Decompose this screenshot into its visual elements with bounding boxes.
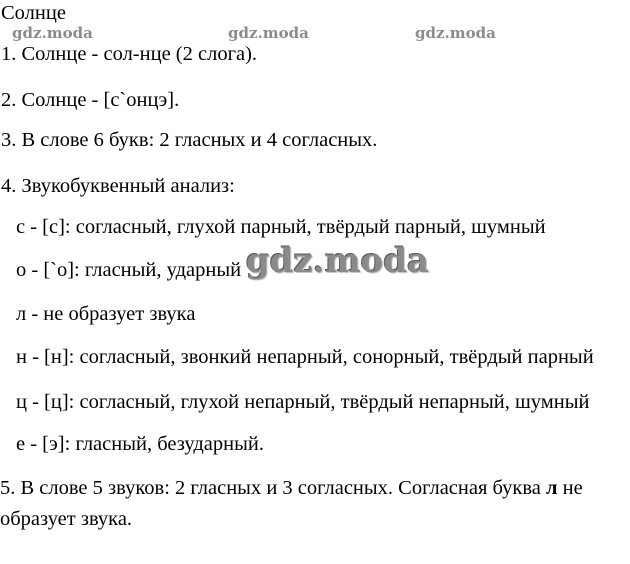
watermark-big: gdz.moda bbox=[246, 241, 430, 281]
watermark-small-2: gdz.moda bbox=[228, 24, 309, 42]
item-4: 4. Звукобуквенный анализ: bbox=[1, 175, 235, 197]
watermark-small-1: gdz.moda bbox=[12, 24, 93, 42]
analysis-n: н - [н]: согласный, звонкий непарный, сонорный, твёрдый парный bbox=[16, 346, 594, 368]
analysis-e: е - [э]: гласный, безударный. bbox=[16, 433, 264, 455]
watermark-small-3: gdz.moda bbox=[415, 24, 496, 42]
summary-letter: л bbox=[546, 477, 558, 499]
page-title: Солнце bbox=[1, 2, 66, 24]
item-3: 3. В слове 6 букв: 2 гласных и 4 согласных. bbox=[1, 129, 378, 151]
summary-part-2: не bbox=[557, 477, 583, 499]
item-1: 1. Солнце - сол-нце (2 слога). bbox=[1, 43, 258, 65]
analysis-s: с - [с]: согласный, глухой парный, твёрдый парный, шумный bbox=[16, 216, 546, 238]
summary-part-1: 5. В слове 5 звуков: 2 гласных и 3 согласных. Согласная буква bbox=[0, 477, 547, 499]
analysis-ts: ц - [ц]: согласный, глухой непарный, твёрдый непарный, шумный bbox=[16, 391, 590, 413]
analysis-l: л - не образует звука bbox=[16, 303, 196, 325]
summary-line-1 bbox=[0, 476, 583, 500]
summary-line-2: образует звука. bbox=[0, 508, 133, 530]
item-2: 2. Солнце - [с`онцэ]. bbox=[1, 89, 180, 111]
analysis-o: о - [`о]: гласный, ударный bbox=[16, 259, 242, 281]
